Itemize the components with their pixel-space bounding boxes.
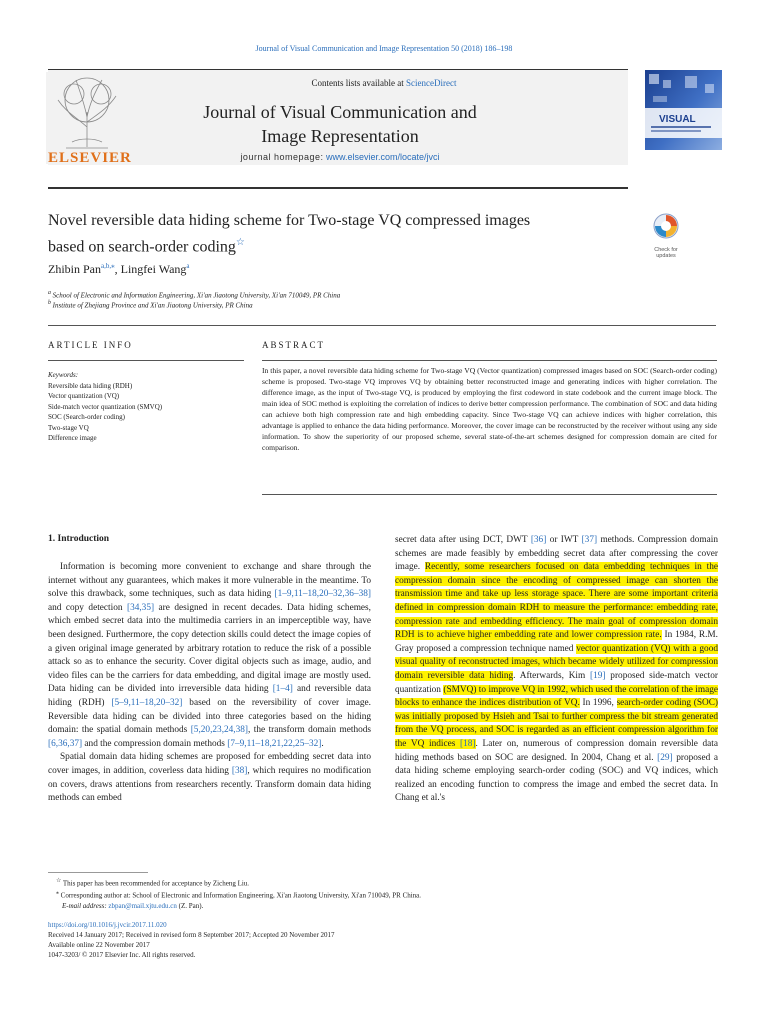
body-text: . [321,738,324,749]
body-text: , which requires no modification on covers, draws attentions from researchers recently. Transform domain data hiding methods can embed [48,765,371,804]
highlighted-text: Recently, some researchers focused on data embedding techniques in the compression domain since the encoding of compressed image can shorten the transmission time and take up less storage space. There are some important criteria defined in compression domain RDH to measure the performance: embedding rate, compression rate and embedding efficiency. The main goal of compression domain RDH is to achieve higher embedding rate and lower compression rate. [395,562,718,641]
homepage-link[interactable]: www.elsevier.com/locate/jvci [326,152,440,162]
author-separator: , [114,262,121,276]
body-text: In 1996, [579,698,617,709]
body-text: and reversible data hiding (RDH) [48,684,371,708]
body-text: and copy detection [48,602,127,613]
citation-link[interactable]: [5,20,23,24,38] [190,725,249,736]
footnote-marker: ⁎ [56,890,59,897]
body-text: or IWT [546,535,582,545]
intro-paragraph-2 [48,751,371,805]
check-for-updates-badge[interactable] [650,212,682,260]
keywords-block [48,370,162,444]
journal-title [190,100,490,148]
body-text: methods. Compression domain schemes are made feasibly by embedding secret data after compressing the cover image. [395,535,718,573]
publication-info [48,920,718,960]
footnote-text: Corresponding author at: School of Electronic and Information Engineering, Xi'an Jiaotong University, Xi'an 710049, PR China. [60,891,422,900]
affiliation-b [48,300,253,309]
journal-homepage [190,152,490,162]
citation-link[interactable]: [5–9,11–18,20–32] [111,697,183,708]
title-footnote-marker[interactable]: ☆ [235,237,245,248]
email-link[interactable]: zbpan@mail.xjtu.edu.cn [108,901,177,910]
citation-link[interactable]: [37] [581,535,598,545]
affiliation-marker: b [48,300,51,306]
email-suffix: (Z. Pan). [176,901,204,910]
cover-text: VISUAL [659,114,696,125]
citation-link[interactable]: [7–9,11–18,21,22,25–32] [227,738,322,749]
body-text: and the compression domain methods [82,738,228,749]
doi-link[interactable]: https://doi.org/10.1016/j.jvcir.2017.11.020 [48,921,167,929]
contents-prefix: Contents lists available at [311,78,404,88]
keywords-label: Keywords: [48,371,79,379]
keyword: Vector quantization (VQ) [48,392,120,400]
author-affiliation-marker[interactable]: a [186,262,190,270]
check-for-updates-icon [650,212,682,242]
affiliation-a [48,290,340,299]
footnote-rule [48,872,148,873]
body-column-right [395,534,718,806]
copyright: 1047-3203/ © 2017 Elsevier Inc. All rights reserved. [48,951,196,959]
footnote-marker: ☆ [56,878,62,884]
body-text: Information is becoming more convenient to exchange and share through the internet without any guarantees, which makes it more vulnerable in the meantime. To solve this drawback, some techniques, such as data hiding [48,562,371,600]
abstract-text: In this paper, a novel reversible data hiding scheme for Two-stage VQ (Vector quantization) compressed images based on SOC (Search-order coding) scheme is proposed. Two-stage VQ improves VQ by obtaining better reconstructed image and generating indices with higher correlation. The difference image, as the input of Two-stage VQ, is produced by employing the first codeword in state codebook and the current image block. The main idea of SOC method is exploiting the correlation of indices to derive better compression performance. The combination of SOC and data hiding can achieve both high compression rate and high embedding capacity. Since Two-stage VQ can achieve indices with higher correlation, this advantage is applied to enhance the data hiding performance. Moreover, the cover image can be reconstructed by the receiver without using any side information. To show the superiority of our proposed scheme, several state-of-the-art schemes designed for compression domain are cited for comparison. [262,366,717,452]
abstract-rule [262,360,717,361]
intro-paragraph-3 [395,534,718,806]
author-affiliation-marker[interactable]: a,b,⁎ [101,262,115,270]
author-list [48,262,190,277]
article-info-heading: ARTICLE INFO [48,340,133,350]
footnote-text: This paper has been recommended for acceptance by Zicheng Liu. [62,879,250,888]
abstract-heading: ABSTRACT [262,340,326,350]
homepage-label: journal homepage: [240,152,324,162]
body-text: In 1984, R.M. Gray proposed a compression technique named [395,630,718,654]
citation-link[interactable]: [1–4] [272,684,293,695]
citation-link[interactable]: [18] [460,738,476,749]
citation-link[interactable]: [1–9,11–18,20–32,36–38] [274,589,371,600]
body-text: , the transform domain methods [248,725,372,736]
body-text: proposed a data hiding scheme employing search-order coding (SOC) and VQ indices, which realized an encoding function to compress the image and embed the secret data. In Chang et al.'s [395,752,719,804]
intro-paragraph-1 [48,561,371,751]
section-divider [48,325,716,326]
keyword: Difference image [48,434,97,442]
body-text: based on the reversibility of cover image. Reversible data hiding can be divided into three categories based on the hiding domain: the spatial domain methods [48,697,372,736]
affiliation-text: School of Electronic and Information Engineering, Xi'an Jiaotong University, Xi'an 710049, PR China [52,291,341,300]
citation-link[interactable]: [36] [530,535,547,545]
body-text: Spatial domain data hiding schemes are proposed for embedding secret data into cover images, in addition, coverless data hiding [48,752,371,776]
affiliation-marker: a [48,290,51,296]
author-name: Zhibin Pan [48,262,101,276]
article-title-line-1: Novel reversible data hiding scheme for Two-stage VQ compressed images [48,212,531,229]
check-for-updates-label: Check for updates [654,247,678,259]
citation-link[interactable]: [38] [231,765,248,776]
highlighted-text: vector quantization (VQ) with a good visual quality of reconstructed images, which became widely utilized for compression domain reversible data hiding [395,643,718,681]
journal-reference[interactable]: Journal of Visual Communication and Image Representation 50 (2018) 186–198 [255,44,513,53]
abstract-end-rule [262,494,717,495]
citation-link[interactable]: [34,35] [126,602,155,613]
citation-link[interactable]: [6,36,37] [48,738,83,749]
keyword: Two-stage VQ [48,423,89,432]
article-title-line-2: based on search-order coding [48,238,236,256]
body-text: are designed in recent decades. Data hiding schemes, which embed secret data into the multimedia carriers in an imperceptible way, have been designed. Furthermore, the copy detection skills could detect the image copies of a given original image generated by arbitrary rotation to reduce the risk of a possible attack so as to enhance the security. Cover digital objects such as image, audio, and video files can be the carriers for data embedding, and digital image are mostly used. Data hiding can be divided into irreversible data hiding [48,602,371,695]
masthead-bottom-rule [48,187,628,189]
body-text: secret data after using DCT, DWT [395,535,531,545]
section-heading: 1. Introduction [48,534,110,544]
journal-title-line-1: Journal of Visual Communication and [203,102,477,122]
footnotes [56,876,716,911]
body-column-left [48,561,371,806]
publisher-wordmark: ELSEVIER [48,150,132,166]
keyword: SOC (Search-order coding) [48,413,125,421]
keyword: Side-match vector quantization (SMVQ) [48,402,163,411]
citation-link[interactable]: [19] [590,670,606,681]
body-text: . Afterwards, Kim [513,670,591,681]
body-text: proposed side-match vector quantization [395,670,718,695]
body-text: . Later on, numerous of compression domain reversible data hiding methods based on SOC are designed. In 2004, Chang et al. [395,738,718,763]
citation-link[interactable]: [29] [657,752,673,763]
keyword: Reversible data hiding (RDH) [48,381,133,390]
article-info-rule [48,360,244,361]
sciencedirect-link[interactable]: ScienceDirect [406,78,457,88]
journal-cover-thumbnail-icon[interactable] [645,70,722,165]
article-title [48,210,638,258]
highlighted-text: search-order coding (SOC) was initially proposed by Hsieh and Tsai to further compress the bit stream generated from the VQ process, and SOC is regarded as an efficient compression algorithm for the VQ indices [395,698,719,749]
available-online: Available online 22 November 2017 [48,941,150,949]
email-label: E-mail address: [62,901,107,910]
journal-title-line-2: Image Representation [261,126,419,146]
highlighted-text: (SMVQ) to improve VQ in 1992, which used the correlation of the image blocks to enhance the indices distribution of VQ. [395,684,718,709]
received-dates: Received 14 January 2017; Received in revised form 8 September 2017; Accepted 20 November 2017 [48,931,335,939]
affiliation-text: Institute of Zhejiang Province and Xi'an Jiaotong University, PR China [52,301,253,310]
author-name: Lingfei Wang [120,262,187,276]
